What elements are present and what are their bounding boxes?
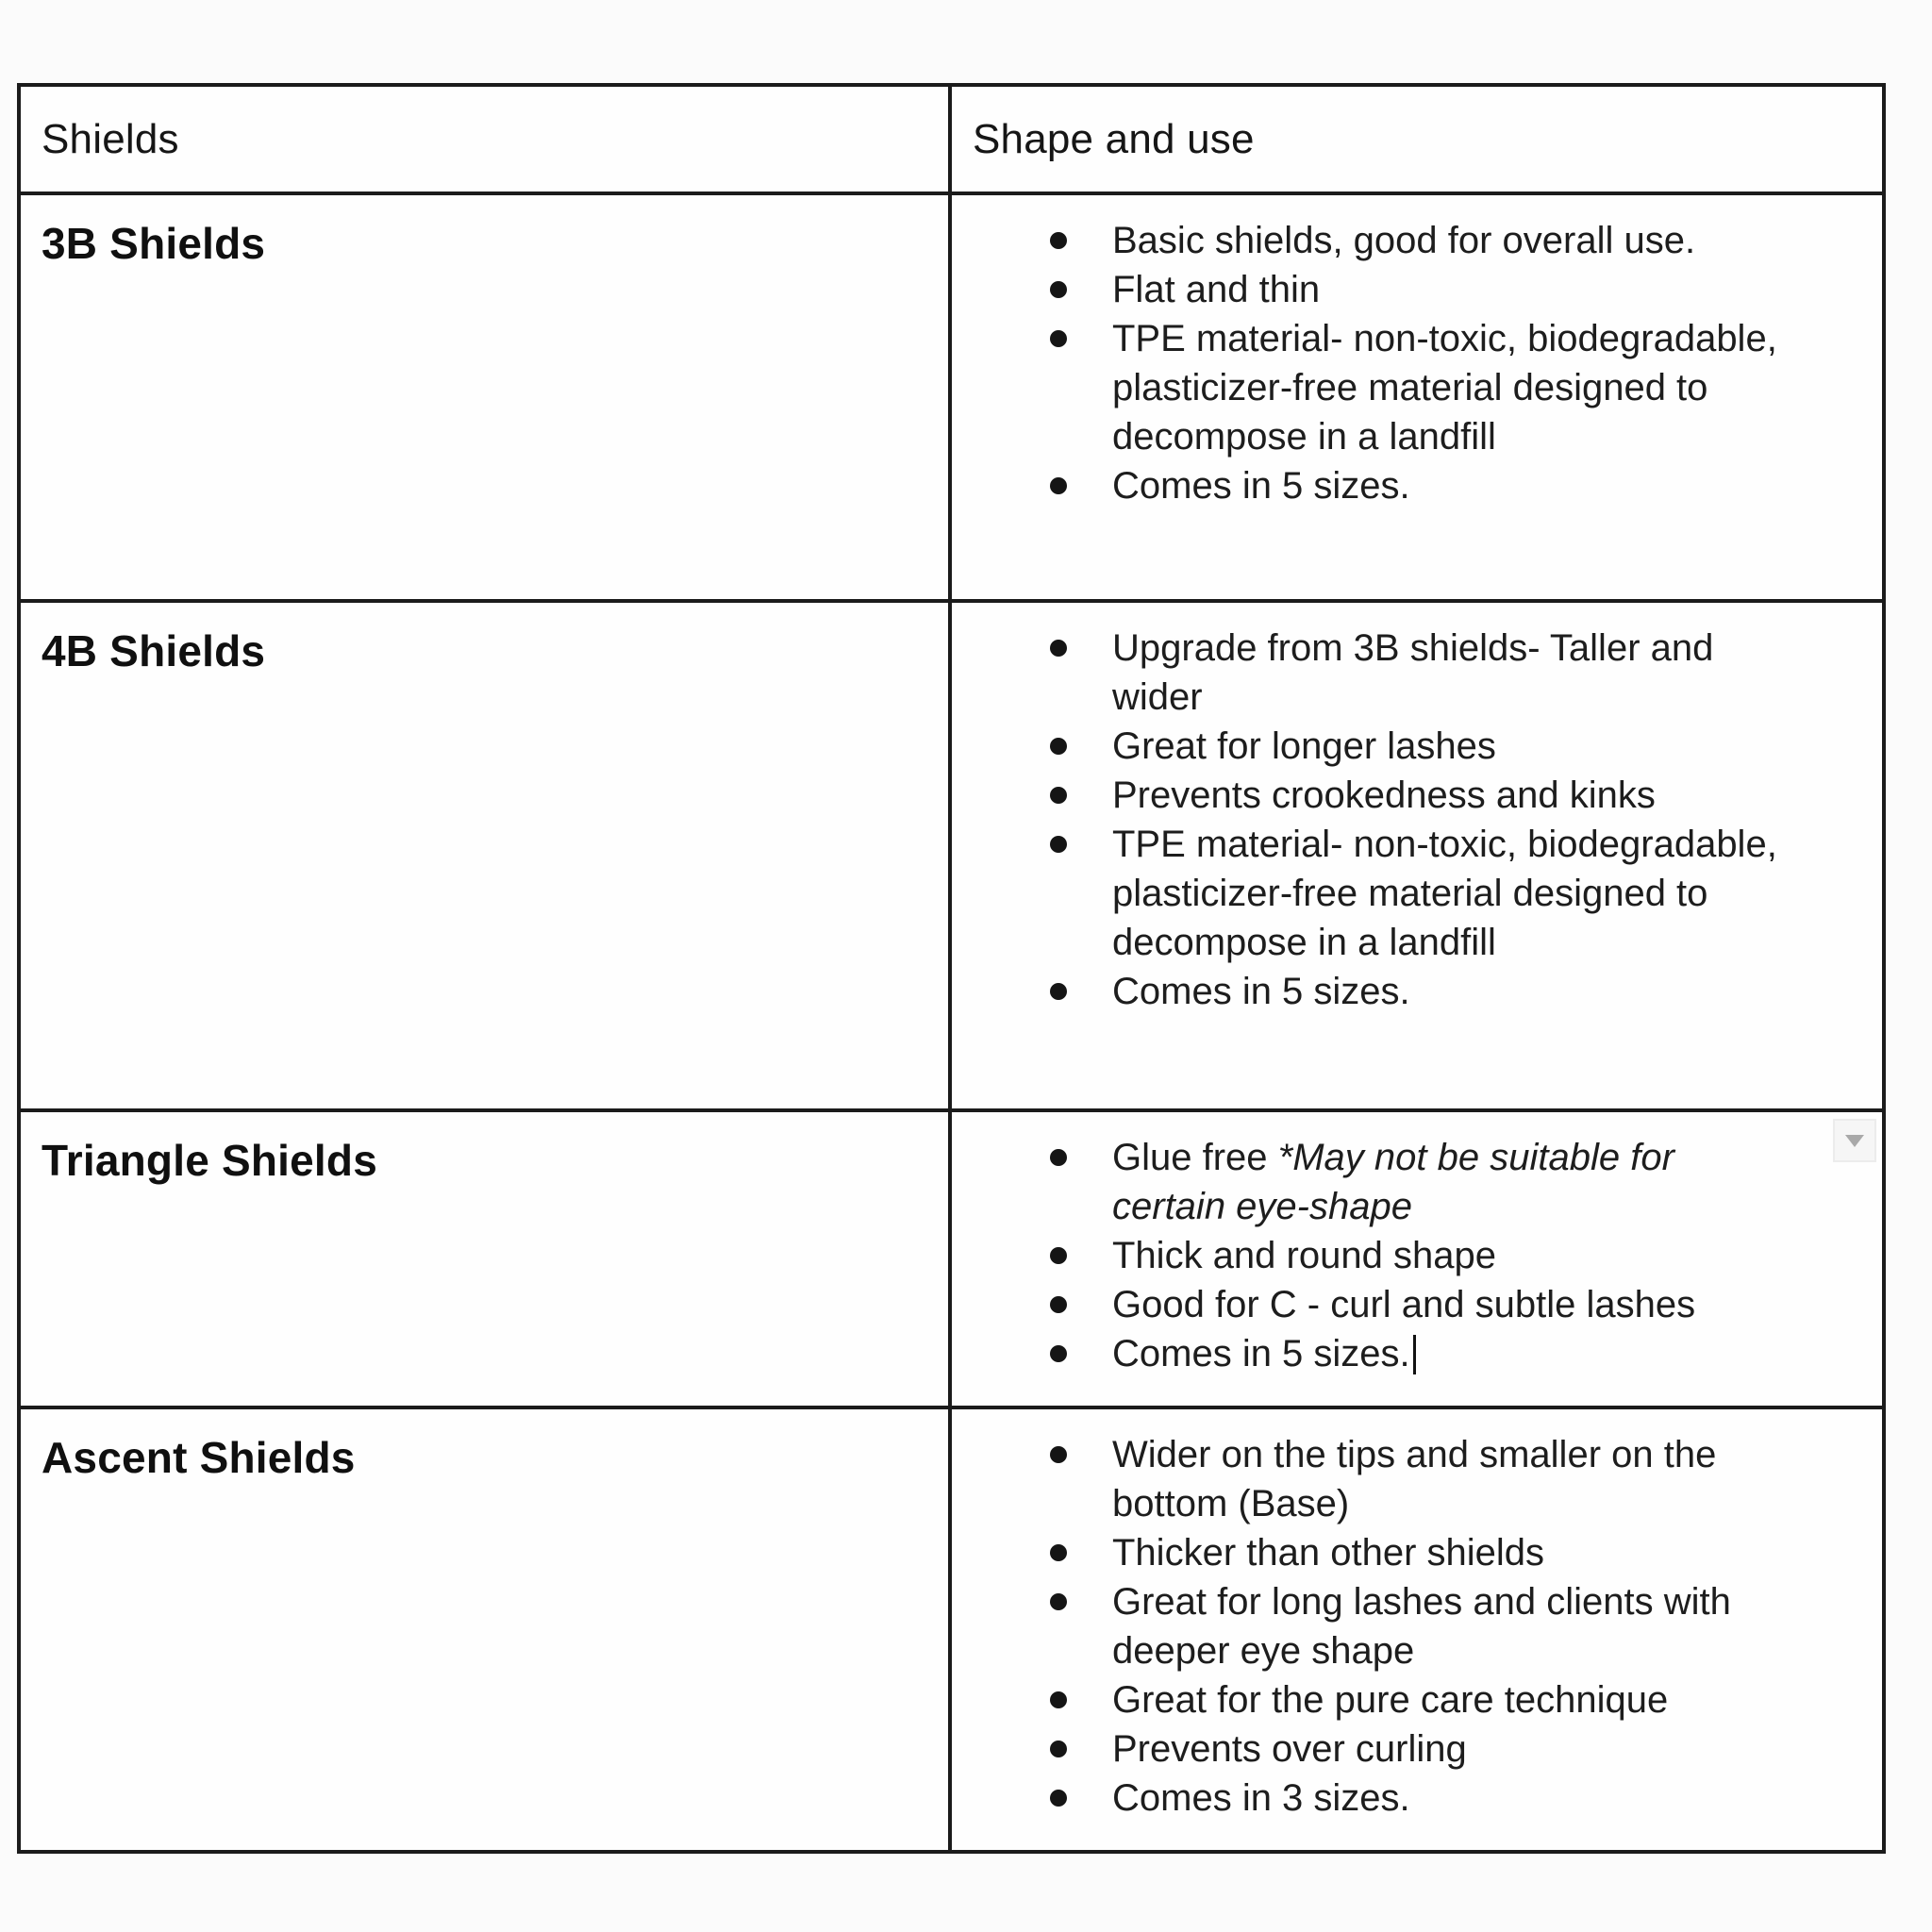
bullet-text: Great for long lashes and clients with deeper eye shape [1112,1581,1731,1672]
bullet-text-italic: *May not be suitable for certain eye-shape [1112,1137,1674,1227]
shape-use-cell [950,1110,1884,1407]
bullet-item [1050,722,1782,771]
bullet-item [1050,1280,1782,1329]
bullet-text: Comes in 3 sizes. [1112,1777,1410,1819]
shield-name-cell [19,1407,950,1852]
bullet-item [1050,461,1782,510]
table-row [19,1110,1884,1407]
bullet-text: Comes in 5 sizes. [1112,971,1410,1012]
bullet-item [1050,967,1782,1016]
column-header-shape-and-use: Shape and use [950,85,1884,193]
bullet-text: Good for C - curl and subtle lashes [1112,1284,1696,1325]
text-cursor [1413,1335,1416,1374]
bullet-text: Comes in 5 sizes. [1112,465,1410,507]
bullet-text: Prevents over curling [1112,1728,1467,1770]
shape-use-cell [950,601,1884,1110]
bullet-text: Great for the pure care technique [1112,1679,1669,1721]
table-row [19,193,1884,601]
bullet-item [1050,1329,1782,1378]
bullet-text: Prevents crookedness and kinks [1112,774,1656,816]
bullet-text: Great for longer lashes [1112,725,1496,767]
bullet-text: Glue free [1112,1137,1278,1178]
bullet-item [1050,314,1782,461]
bullet-text: Upgrade from 3B shields- Taller and wider [1112,627,1714,718]
bullet-text: Thicker than other shields [1112,1532,1545,1574]
shields-table [17,83,1886,1854]
bullet-item [1050,1430,1782,1528]
table-body [19,193,1884,1852]
bullet-list [952,216,1856,510]
bullet-item [1050,1133,1782,1231]
shield-name: Triangle Shields [42,1136,377,1185]
shield-name: 4B Shields [42,626,266,675]
shape-use-cell [950,193,1884,601]
bullet-item [1050,1724,1782,1774]
table-row [19,601,1884,1110]
bullet-item [1050,1577,1782,1675]
shield-name: Ascent Shields [42,1433,356,1482]
bullet-text: Basic shields, good for overall use. [1112,220,1696,261]
bullet-item [1050,1231,1782,1280]
bullet-text: Thick and round shape [1112,1235,1496,1276]
bullet-item [1050,265,1782,314]
bullet-item [1050,820,1782,967]
bullet-text: Flat and thin [1112,269,1321,310]
chevron-down-icon [1845,1135,1864,1147]
shield-name-cell [19,601,950,1110]
bullet-list [952,1133,1856,1378]
bullet-item [1050,1675,1782,1724]
bullet-list [952,1430,1856,1823]
bullet-item [1050,771,1782,820]
shield-name-cell [19,193,950,601]
bullet-item [1050,1528,1782,1577]
bullet-text: Wider on the tips and smaller on the bottom (Base) [1112,1434,1717,1524]
shield-name: 3B Shields [42,219,266,268]
bullet-item [1050,1774,1782,1823]
column-header-shields: Shields [19,85,950,193]
shape-use-cell [950,1407,1884,1852]
bullet-list [952,624,1856,1016]
shield-name-cell [19,1110,950,1407]
bullet-item [1050,216,1782,265]
bullet-item [1050,624,1782,722]
bullet-text: Comes in 5 sizes. [1112,1333,1410,1374]
dropdown-indicator-icon[interactable] [1833,1119,1876,1162]
table-row [19,1407,1884,1852]
bullet-text: TPE material- non-toxic, biodegradable, plasticizer-free material designed to decompose in a landfill [1112,824,1777,963]
bullet-text: TPE material- non-toxic, biodegradable, plasticizer-free material designed to decompose in a landfill [1112,318,1777,458]
table-header-row [19,85,1884,193]
